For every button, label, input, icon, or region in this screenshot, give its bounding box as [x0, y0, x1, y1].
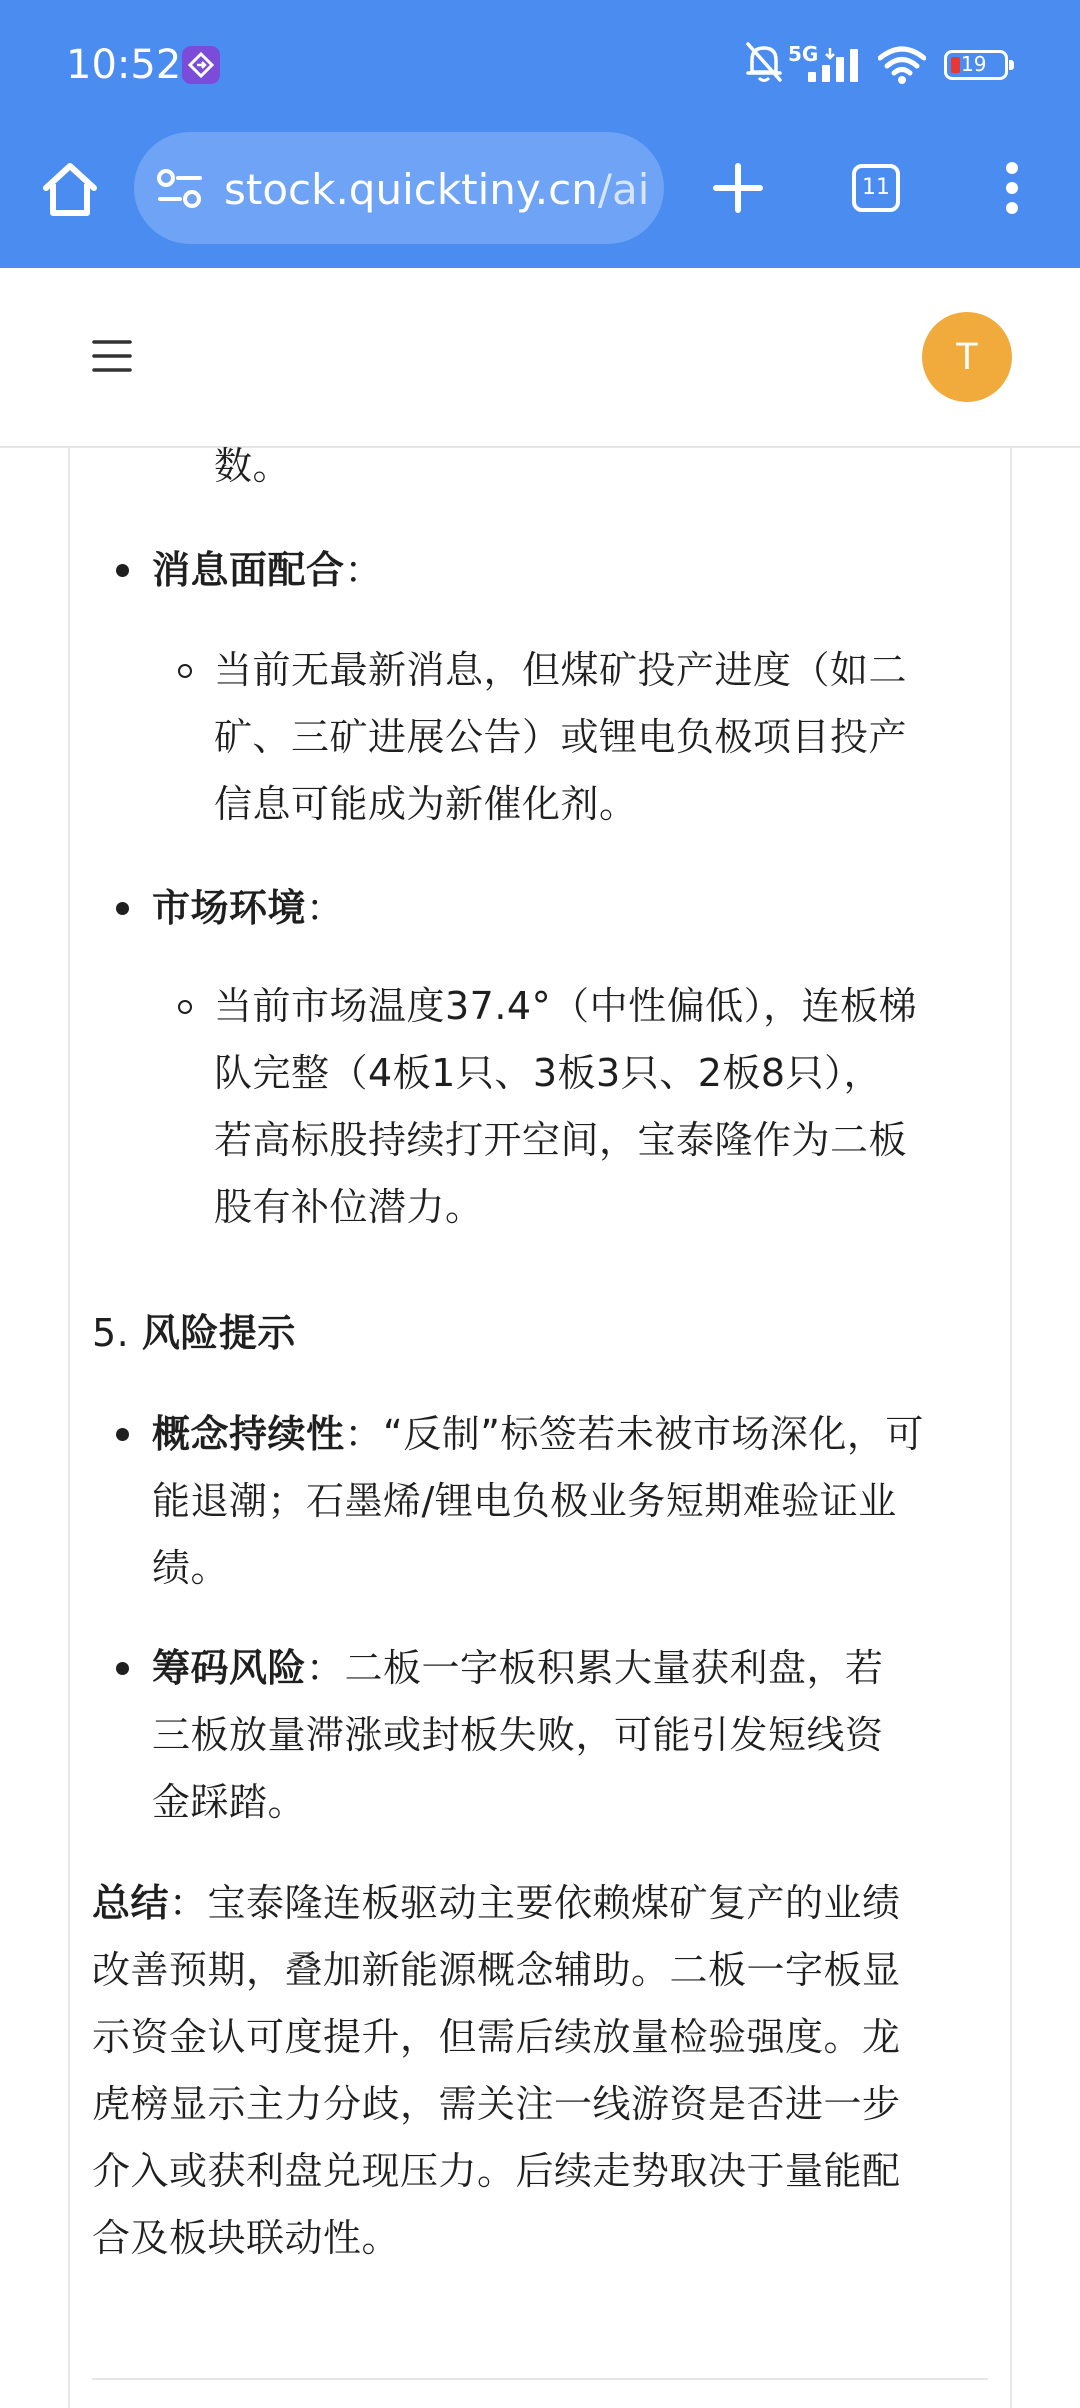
more-vert-icon[interactable]	[992, 160, 1032, 216]
bullet-market-colon: ：	[306, 886, 345, 930]
summary-label: 总结	[92, 1881, 170, 1925]
market-line-3: 若高标股持续打开空间，宝泰隆作为二板	[214, 1118, 908, 1162]
battery-indicator	[944, 50, 1008, 80]
bullet-news-label: 消息面配合	[152, 548, 345, 592]
risk1-line-2: 能退潮；石墨烯/锂电负极业务短期难验证业	[152, 1479, 897, 1523]
section-number: 5.	[92, 1311, 130, 1355]
tab-count: 11	[862, 175, 890, 200]
tab-switcher-icon[interactable]	[852, 164, 900, 212]
user-avatar[interactable]: T	[922, 312, 1012, 402]
risk2-line-1	[152, 1635, 884, 1702]
summary-line-4: 虎榜显示主力分歧，需关注一线游资是否进一步	[92, 2082, 901, 2126]
url-host: stock.quicktiny.cn	[224, 165, 598, 214]
section-heading	[92, 1300, 296, 1367]
bullet-dot	[116, 902, 129, 915]
mute-bell-icon	[744, 40, 784, 88]
section-title: 风险提示	[141, 1311, 296, 1355]
bullet-news-heading	[152, 537, 383, 604]
news-line-1: 当前无最新消息，但煤矿投产进度（如二	[214, 648, 908, 692]
browser-toolbar	[0, 130, 1080, 268]
risk2-line1-text: ：二板一字板积累大量获利盘，若	[306, 1646, 884, 1690]
risk1-line-3: 绩。	[152, 1546, 230, 1590]
bullet-circle	[178, 1000, 192, 1014]
bullet-market-label: 市场环境	[152, 886, 307, 930]
summary-line-2: 改善预期，叠加新能源概念辅助。二板一字板显	[92, 1948, 901, 1992]
risk1-label: 概念持续性	[152, 1412, 345, 1456]
bullet-dot	[116, 1662, 129, 1675]
summary-line-1	[92, 1870, 901, 1937]
app-badge-icon	[182, 46, 220, 84]
summary-line1-text: ：宝泰隆连板驱动主要依赖煤矿复产的业绩	[169, 1881, 901, 1925]
site-settings-icon[interactable]	[156, 168, 204, 214]
status-time: 10:52	[66, 42, 182, 88]
bullet-news-colon: ：	[344, 548, 384, 592]
risk2-line-3: 金踩踏。	[152, 1780, 307, 1824]
home-icon[interactable]	[38, 158, 102, 222]
signal-icon	[806, 46, 868, 86]
news-line-2: 矿、三矿进展公告）或锂电负极项目投产	[214, 715, 908, 759]
bullet-market-heading	[152, 875, 345, 942]
risk1-line1-text: ：“反制”标签若未被市场深化，可	[344, 1412, 924, 1456]
content-divider	[92, 2378, 988, 2380]
network-type: 5G	[788, 42, 819, 66]
hamburger-menu-icon[interactable]	[92, 336, 132, 376]
bullet-dot	[116, 1428, 129, 1441]
market-line-4: 股有补位潜力。	[214, 1185, 484, 1229]
bullet-dot	[116, 564, 129, 577]
news-line-3: 信息可能成为新催化剂。	[214, 782, 638, 826]
status-bar	[0, 0, 1080, 130]
battery-fill	[951, 57, 960, 73]
risk2-label: 筹码风险	[152, 1646, 307, 1690]
summary-line-3: 示资金认可度提升，但需后续放量检验强度。龙	[92, 2015, 901, 2059]
summary-line-6: 合及板块联动性。	[92, 2216, 401, 2260]
site-header	[0, 268, 1080, 448]
url-text	[224, 165, 649, 214]
paragraph-fragment: 数。	[214, 444, 292, 488]
browser-chrome	[0, 0, 1080, 268]
battery-nub	[1009, 60, 1014, 70]
risk1-line-1	[152, 1401, 924, 1468]
new-tab-plus-icon[interactable]	[712, 162, 764, 214]
risk2-line-2: 三板放量滞涨或封板失败，可能引发短线资	[152, 1713, 884, 1757]
market-line-2: 队完整（4板1只、3板3只、2板8只），	[214, 1051, 883, 1095]
summary-line-5: 介入或获利盘兑现压力。后续走势取决于量能配	[92, 2149, 901, 2193]
url-path: /ai	[597, 165, 650, 214]
battery-level: 19	[961, 52, 987, 76]
bullet-circle	[178, 664, 192, 678]
wifi-icon	[878, 46, 926, 88]
market-line-1: 当前市场温度37.4°（中性偏低），连板梯	[214, 984, 918, 1028]
address-bar[interactable]	[134, 132, 664, 244]
